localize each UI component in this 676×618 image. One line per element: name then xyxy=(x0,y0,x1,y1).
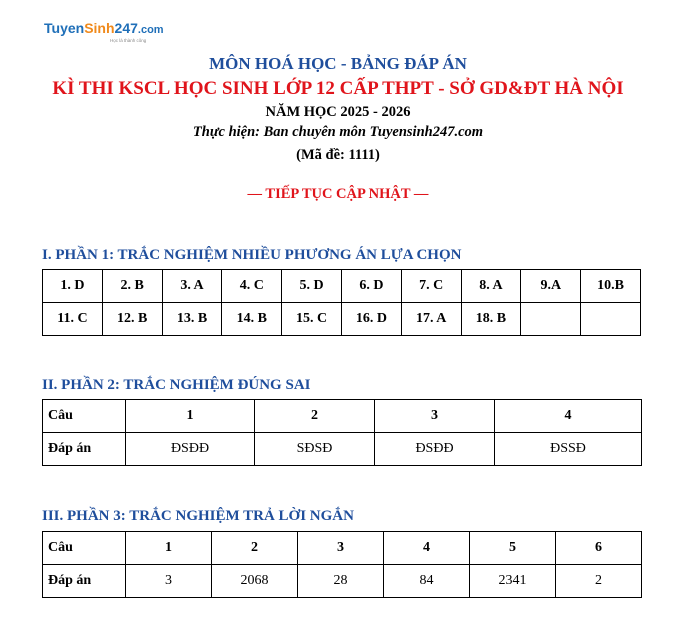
part3-answer-table xyxy=(42,531,642,598)
answer-cell xyxy=(521,303,581,336)
answer-cell: 10.B xyxy=(581,270,641,303)
answer-cell: 2. B xyxy=(102,270,162,303)
logo-text-part4: .com xyxy=(137,24,164,36)
row-label: Câu xyxy=(43,532,126,565)
table-row xyxy=(43,433,642,466)
answer-value: ĐSĐĐ xyxy=(375,433,495,466)
exam-code: (Mã đề: 1111) xyxy=(296,147,380,163)
answer-cell: 3. A xyxy=(162,270,222,303)
answer-cell: 8. A xyxy=(461,270,521,303)
answer-cell xyxy=(581,303,641,336)
subject-title: MÔN HOÁ HỌC - BẢNG ĐÁP ÁN xyxy=(209,54,467,73)
table-row xyxy=(43,532,642,565)
row-label: Đáp án xyxy=(43,565,126,598)
logo-text-part1: Tuyen xyxy=(44,20,85,36)
part1-title: I. PHẦN 1: TRẮC NGHIỆM NHIỀU PHƯƠNG ÁN LỰA CHỌN xyxy=(42,247,462,263)
school-year: NĂM HỌC 2025 - 2026 xyxy=(265,104,411,120)
answer-value: ĐSSĐ xyxy=(495,433,642,466)
table-row xyxy=(43,270,641,303)
answer-cell: 12. B xyxy=(102,303,162,336)
answer-value: 3 xyxy=(126,565,212,598)
question-number: 2 xyxy=(255,400,375,433)
question-number: 6 xyxy=(556,532,642,565)
answer-cell: 11. C xyxy=(43,303,103,336)
question-number: 3 xyxy=(298,532,384,565)
answer-value: SĐSĐ xyxy=(255,433,375,466)
logo-text-part3: 247 xyxy=(114,20,138,36)
question-number: 1 xyxy=(126,400,255,433)
question-number: 4 xyxy=(384,532,470,565)
answer-value: 28 xyxy=(298,565,384,598)
answer-cell: 5. D xyxy=(282,270,342,303)
tuyensinh247-logo xyxy=(44,20,164,43)
answer-cell: 9.A xyxy=(521,270,581,303)
answer-value: 2341 xyxy=(470,565,556,598)
answer-cell: 16. D xyxy=(341,303,401,336)
table-row xyxy=(43,400,642,433)
question-number: 2 xyxy=(212,532,298,565)
part3-title: III. PHẦN 3: TRẮC NGHIỆM TRẢ LỜI NGẮN xyxy=(42,508,354,524)
answer-value: ĐSĐĐ xyxy=(126,433,255,466)
question-number: 3 xyxy=(375,400,495,433)
logo-text-part2: Sinh xyxy=(84,20,115,36)
answer-value: 2 xyxy=(556,565,642,598)
part1-answer-table xyxy=(42,269,641,336)
question-number: 1 xyxy=(126,532,212,565)
answer-cell: 15. C xyxy=(282,303,342,336)
table-row xyxy=(43,303,641,336)
answer-cell: 17. A xyxy=(401,303,461,336)
update-notice: — TIẾP TỤC CẬP NHẬT — xyxy=(247,186,429,202)
logo-tagline: Học là thành công xyxy=(110,38,147,43)
author-line: Thực hiện: Ban chuyên môn Tuyensinh247.com xyxy=(192,124,484,140)
answer-cell: 6. D xyxy=(341,270,401,303)
row-label: Câu xyxy=(43,400,126,433)
answer-cell: 1. D xyxy=(43,270,103,303)
part2-title: II. PHẦN 2: TRẮC NGHIỆM ĐÚNG SAI xyxy=(42,377,311,393)
question-number: 5 xyxy=(470,532,556,565)
answer-cell: 7. C xyxy=(401,270,461,303)
exam-title: KÌ THI KSCL HỌC SINH LỚP 12 CẤP THPT - SỞ GD&ĐT HÀ NỘI xyxy=(52,78,624,99)
question-number: 4 xyxy=(495,400,642,433)
answer-value: 84 xyxy=(384,565,470,598)
answer-cell: 14. B xyxy=(222,303,282,336)
row-label: Đáp án xyxy=(43,433,126,466)
answer-value: 2068 xyxy=(212,565,298,598)
answer-cell: 4. C xyxy=(222,270,282,303)
part2-answer-table xyxy=(42,399,642,466)
table-row xyxy=(43,565,642,598)
answer-cell: 13. B xyxy=(162,303,222,336)
answer-cell: 18. B xyxy=(461,303,521,336)
